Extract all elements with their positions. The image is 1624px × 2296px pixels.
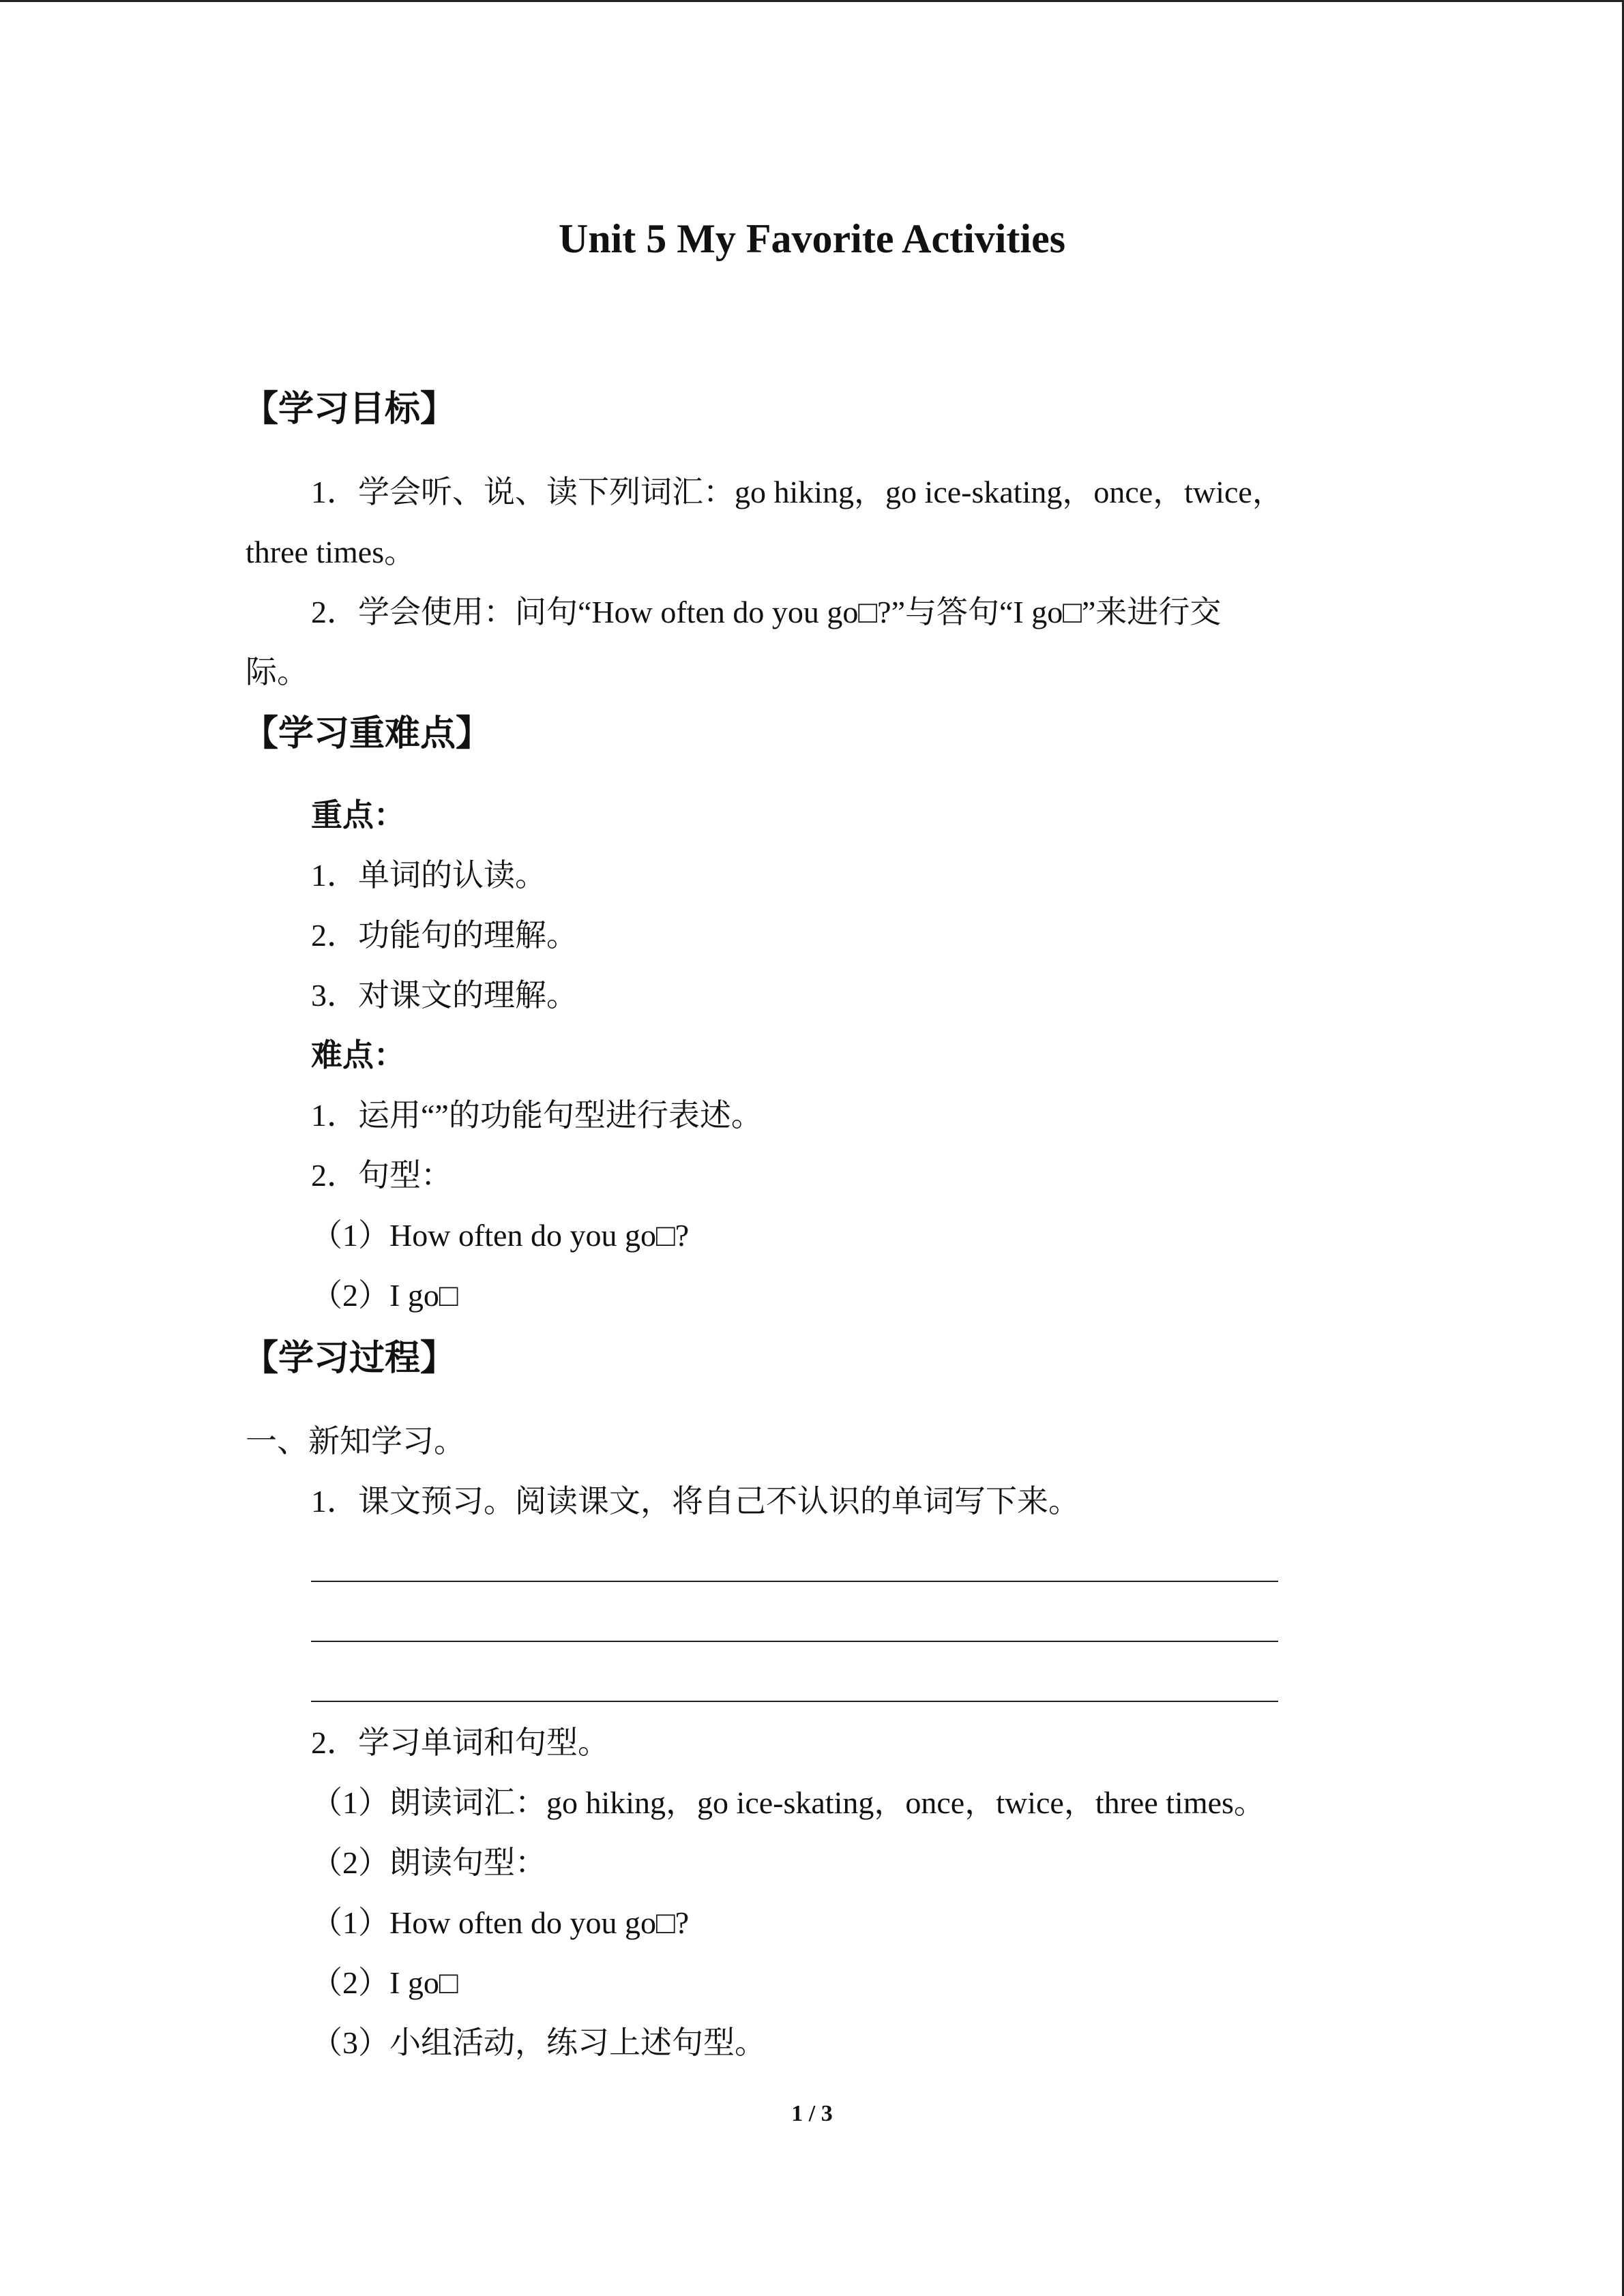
focus-item-3: 3．对课文的理解。 — [311, 978, 578, 1013]
focus-item-1: 1．单词的认读。 — [311, 858, 546, 893]
step-2-item-2: （2）朗读句型： — [311, 1845, 546, 1880]
section-heading-process: 【学习过程】 — [243, 1339, 456, 1378]
goal-item-2-line-1: 2．学会使用：问句“How often do you go□?”与答句“I go□”来进行交 — [311, 595, 1222, 629]
difficulty-label: 难点： — [311, 1038, 405, 1073]
answer-blank-line-3 — [311, 1701, 1278, 1702]
goal-item-1-line-1: 1．学会听、说、读下列词汇：go hiking，go ice-skating，once，twice， — [311, 475, 1284, 509]
answer-blank-line-1 — [311, 1581, 1278, 1582]
pattern-item-1: （1）How often do you go□? — [311, 1218, 690, 1253]
document-title: Unit 5 My Favorite Activities — [558, 216, 1066, 261]
process-part-1: 一、新知学习。 — [246, 1424, 465, 1459]
focus-label: 重点： — [311, 798, 405, 833]
page-number: 1 / 3 — [791, 2101, 833, 2126]
focus-item-2: 2．功能句的理解。 — [311, 918, 578, 953]
difficulty-item-2: 2．句型： — [311, 1158, 452, 1193]
difficulty-item-1: 1．运用“”的功能句型进行表述。 — [311, 1098, 763, 1133]
section-heading-key-points: 【学习重难点】 — [243, 715, 492, 754]
step-2-item-5: （3）小组活动，练习上述句型。 — [311, 2025, 766, 2060]
process-step-2: 2．学习单词和句型。 — [311, 1725, 609, 1760]
goal-item-1-line-2: three times。 — [246, 535, 416, 569]
pattern-item-2: （2）I go□ — [311, 1278, 458, 1313]
goal-item-2-line-2: 际。 — [246, 655, 308, 689]
step-2-item-3: （1）How often do you go□? — [311, 1905, 690, 1940]
section-heading-goals: 【学习目标】 — [243, 390, 456, 429]
step-2-item-1: （1）朗读词汇：go hiking，go ice-skating，once，twice，three times。 — [311, 1785, 1265, 1820]
process-step-1: 1．课文预习。阅读课文，将自己不认识的单词写下来。 — [311, 1484, 1080, 1519]
step-2-item-4: （2）I go□ — [311, 1965, 458, 2000]
answer-blank-line-2 — [311, 1641, 1278, 1642]
